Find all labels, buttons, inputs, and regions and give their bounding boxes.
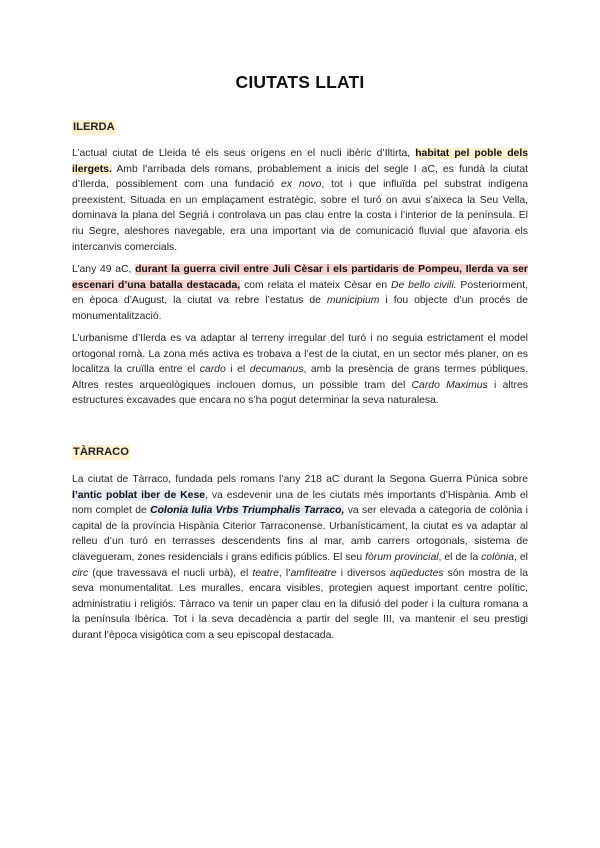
highlight-batalla: durant la guerra civil entre Juli Cèsar i els partidaris de Pompeu, Ilerda va ser escenari d’una batalla destacada, bbox=[72, 264, 528, 291]
document-title: CIUTATS LLATI bbox=[235, 72, 365, 92]
ilerda-paragraph-1: L’actual ciutat de Lleida té els seus orígens en el nucli ibèric d’Iltirta, habitat pel poble dels ilergets. Amb l’arribada dels romans, probablement a inicis del segle I aC, es fundà la ciutat d’Ilerda, possiblement com una fundació ex novo, tot i que influïda pel substrat indígena preexistent. Situada en un emplaçament estratègic, sobre el turó on avui s’aixeca la Seu Vella, dominava la plana del Segrià i controlava un pas clau entre la costa i l’interior de la península. El riu Segre, aleshores navegable, era una important via de comunicació fluvial que afavoria els intercanvis comercials. bbox=[72, 148, 528, 253]
highlight-kese: l’antic poblat iber de Kese bbox=[72, 489, 206, 501]
section-heading-tarraco: TÀRRACO bbox=[73, 446, 129, 458]
tarraco-paragraph-1: La ciutat de Tàrraco, fundada pels romans l’any 218 aC durant la Segona Guerra Púnica sobre l’antic poblat iber de Kese, va esdevenir una de les ciutats més importants d’Hispània. Amb el nom complet de Colonia Iulia Vrbs Triumphalis Tarraco, va ser elevada a categoria de colònia i capital de la província Hispània Citerior Tarraconense. Urbanísticament, la ciutat es va adaptar al relleu d’un turó en terrasses descendents fins al mar, amb carrers ortogonals, sistema de clavegueram, zones residencials i grans edificis públics. El seu fòrum provincial, el de la colònia, el circ (que travessava el nucli urbà), el teatre, l’amfiteatre i diversos aqüeductes són mostra de la seva monumentalitat. Les muralles, encara visibles, protegien aquest important centre polític, administratiu i religiós. Tàrraco va tenir un paper clau en la difusió del poder i la cultura romana a la península Ibèrica. Tot i la seva decadència a partir del segle III, va mantenir el seu prestigi durant l’època visigòtica com a seu episcopal destacada. bbox=[72, 474, 528, 641]
section-heading-ilerda: ILERDA bbox=[73, 121, 115, 133]
ilerda-paragraph-2: L’any 49 aC, durant la guerra civil entre Juli Cèsar i els partidaris de Pompeu, Ilerda va ser escenari d’una batalla destacada, com relata el mateix Cèsar en De bello civili. Posteriorment, en època d’August, la ciutat va rebre l’estatus de municipium i fou objecte d’un procés de monumentalització. bbox=[72, 264, 528, 322]
highlight-ilergets: habitat pel poble dels ilergets. bbox=[72, 148, 528, 175]
ilerda-paragraph-3: L’urbanisme d’Ilerda es va adaptar al terreny irregular del turó i no seguia estrictament el model ortogonal romà. La zona més activa es trobava a l’est de la ciutat, en un sector més planer, on es localitza la cruïlla entre el cardo i el decumanus, amb la presència de grans termes públiques. Altres restes arqueològiques inclouen domus, un possible tram del Cardo Maximus i altres estructures excavades que encara no s’ha pogut determinar la seva naturalesa. bbox=[72, 333, 529, 407]
highlight-colonia-name: Colonia Iulia Vrbs Triumphalis Tarraco, bbox=[150, 505, 345, 517]
